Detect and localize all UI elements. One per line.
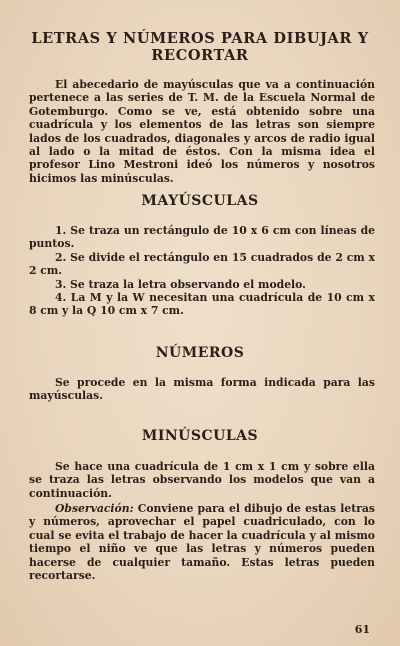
list-item: 4. La M y la W necesitan una cuadrícula de 10 cm x 8 cm y la Q 10 cm x 7 cm.	[29, 291, 375, 318]
intro-paragraph: El abecedario de mayúsculas que va a continuación pertenece a las series de T. M. de la Escuela Normal de Gotemburgo. Como se ve, está obtenido sobre una cuadrícula y los elementos de las letras son siempre lados de los cuadrados, diagonales y arcos de radio igual al lado o la mitad de éstos. Con la misma idea el profesor Lino Mestroni ideó los números y nosotros hicimos las minúsculas.	[29, 78, 375, 185]
mayusculas-steps	[29, 224, 375, 318]
page-number: 61	[354, 623, 370, 636]
minusculas-paragraph: Se hace una cuadrícula de 1 cm x 1 cm y sobre ella se traza las letras observando los modelos que van a continuación.	[29, 460, 375, 500]
observation-text: Conviene para el dibujo de estas letras y números, aprovechar el papel cuadriculado, con lo cual se evita el trabajo de hacer la cuadrícula y al mismo tiempo el niño ve que las letras y números pueden hacerse de cualquier tamaño. Estas letras pueden recortarse.	[29, 502, 375, 583]
heading-minusculas: MINÚSCULAS	[141, 428, 259, 444]
list-item: 1. Se traza un rectángulo de 10 x 6 cm con líneas de puntos.	[29, 224, 375, 251]
observation-label: Observación:	[55, 502, 134, 515]
list-item: 2. Se divide el rectángulo en 15 cuadrados de 2 cm x 2 cm.	[29, 250, 375, 278]
heading-numeros: NÚMEROS	[155, 345, 245, 361]
list-item: 3. Se traza la letra observando el modelo.	[55, 277, 306, 291]
numeros-paragraph: Se procede en la misma forma indicada para las mayúsculas.	[29, 376, 375, 403]
page-title: LETRAS Y NÚMEROS PARA DIBUJAR Y RECORTAR	[31, 30, 369, 64]
heading-mayusculas: MAYÚSCULAS	[141, 193, 259, 209]
observation-paragraph	[29, 502, 375, 582]
